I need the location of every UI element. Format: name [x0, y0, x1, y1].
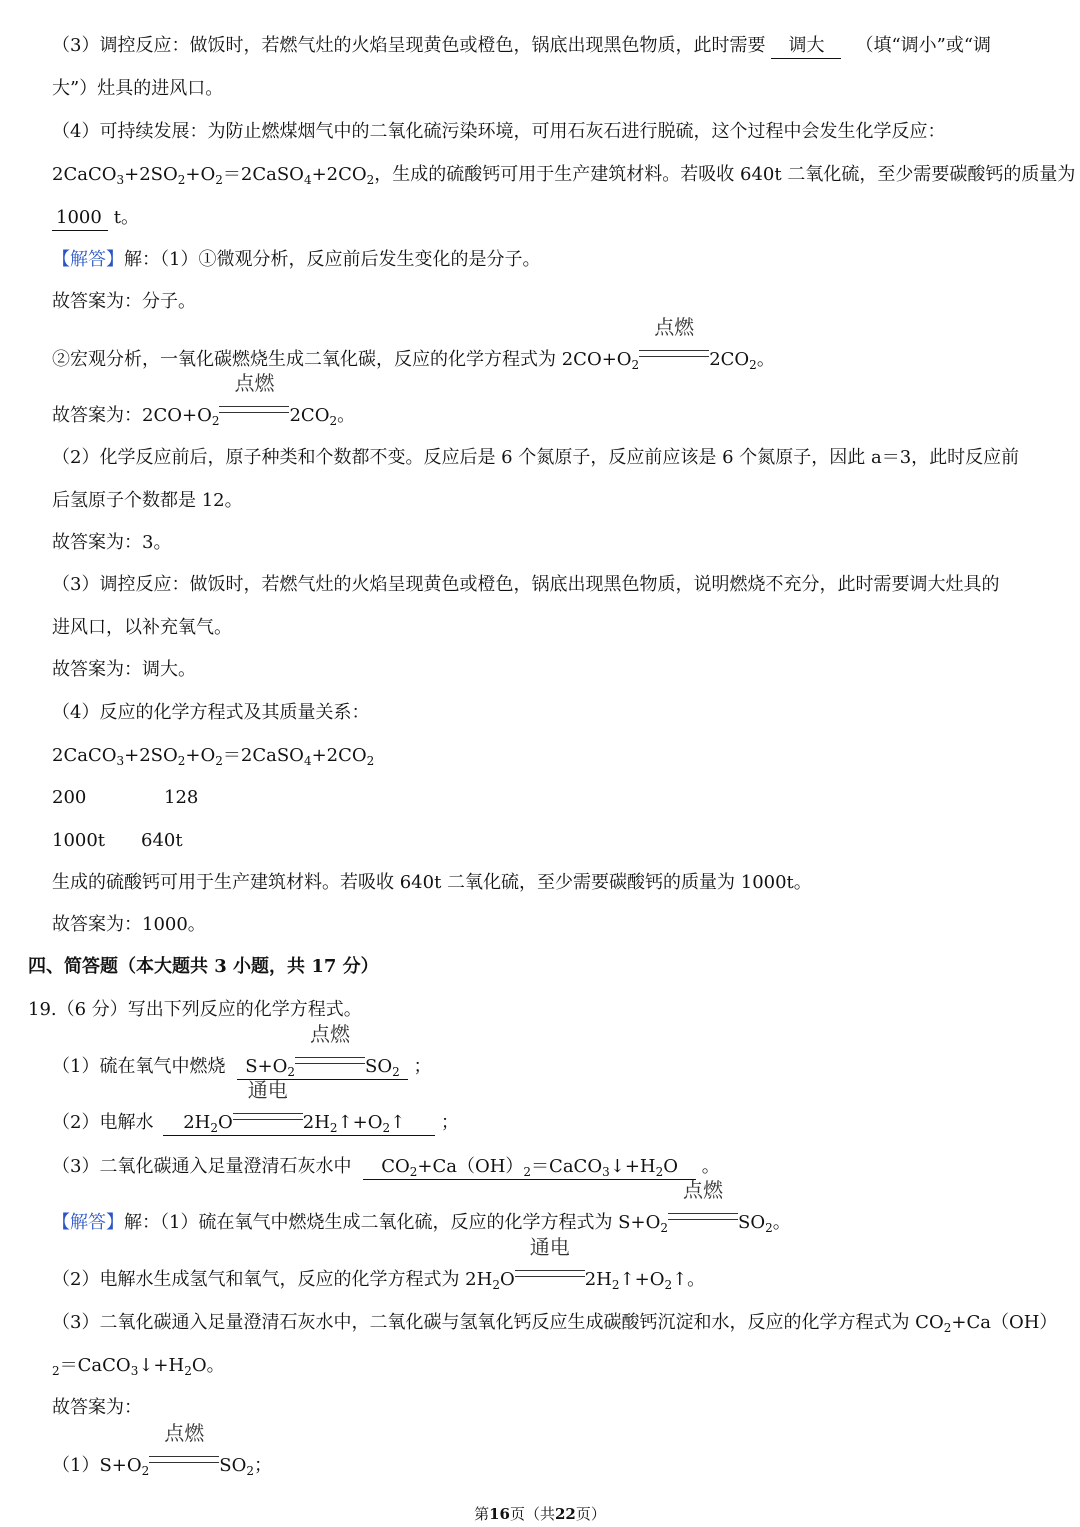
ignite-condition: 点燃: [219, 397, 289, 421]
q19-part-1: （1）硫在氧气中燃烧 $S+O_2$ 点燃 $SO_2$ ；: [52, 1022, 432, 1079]
answer-19-label: 故答案为：: [52, 1397, 142, 1418]
solution-2: ②宏观分析，一氧化碳燃烧生成二氧化碳，反应的化学方程式为 $2CO+O_2$ 点燃 $2CO_2$。: [52, 315, 775, 372]
solution-3-line-1: （2）化学反应前后，原子种类和个数都不变。反应后是 6 个氮原子，反应前应该是 6 个氮原子，因此 a＝3，此时反应前: [52, 447, 1020, 468]
ignite-condition: 点燃: [639, 341, 709, 365]
solution-5-line-2: 生成的硫酸钙可用于生产建筑材料。若吸收 640t 二氧化硫，至少需要碳酸钙的质量为 1000t。: [52, 872, 812, 893]
mass-actual-row: 1000t: [52, 830, 106, 851]
mass-ratio-row-b: 128: [164, 787, 199, 808]
answer-19-1: $(1)S+O_2$ 点燃 $SO_2$；: [52, 1421, 272, 1478]
answer-4: 故答案为：调大。: [52, 659, 196, 680]
solution-19-1: 【解答】解：（1）硫在氧气中燃烧生成二氧化硫，反应的化学方程式为 $S+O_2$ 点燃 $SO_2$。: [52, 1178, 791, 1235]
q4-line-3: 1000 t。: [52, 206, 139, 231]
solution-1: 【解答】解：（1）①微观分析，反应前后发生变化的是分子。: [52, 249, 541, 270]
solution-4-line-2: 进风口，以补充氧气。: [52, 617, 232, 638]
answer-5: 故答案为：1000。: [52, 914, 206, 935]
solution-5-equation: $2CaCO_3+2SO_2+O_2=2CaSO_4+2CO_2$: [52, 745, 375, 768]
page-footer: 第16页（共22页）: [474, 1505, 606, 1523]
answer-1: 故答案为：分子。: [52, 291, 196, 312]
answer-2: 故答案为：$2CO+O_2$ 点燃 $2CO_2$。: [52, 371, 356, 428]
current-page: 16: [489, 1505, 510, 1523]
mass-ratio-row: 200: [52, 787, 87, 808]
q4-line-1: （4）可持续发展：为防止燃煤烟气中的二氧化硫污染环境，可用石灰石进行脱硫，这个过程中会发生化学反应：: [52, 121, 946, 142]
answer-3: 故答案为：3。: [52, 532, 172, 553]
q19-3-answer: $CO_2+Ca(OH)_2=CaCO_3↓+H_2O$: [363, 1155, 696, 1180]
q19-1-answer: $S+O_2$ 点燃 $SO_2$: [237, 1048, 408, 1080]
mass-actual-row-b: 640t: [141, 830, 183, 851]
solution-19-2: （2）电解水生成氢气和氧气，反应的化学方程式为 $2H_2O$ 通电 $2H_2↑+O_2↑$。: [52, 1235, 706, 1292]
solution-19-3-line-1: （3）二氧化碳通入足量澄清石灰水中，二氧化碳与氢氧化钙反应生成碳酸钙沉淀和水，反应的化学方程式为 $CO_2+Ca(OH)$: [52, 1312, 1058, 1335]
total-pages: 22: [555, 1505, 576, 1523]
solution-5-line-1: （4）反应的化学方程式及其质量关系：: [52, 702, 370, 723]
q4-line-2: $2CaCO_3+2SO_2+O_2=2CaSO_4+2CO_2$，生成的硫酸钙可用于生产建筑材料。若吸收 640t 二氧化硫，至少需要碳酸钙的质量为: [52, 164, 1076, 187]
q3-line-1: （3）调控反应：做饭时，若燃气灶的火焰呈现黄色或橙色，锅底出现黑色物质，此时需要 调大 （填“调小”或“调: [52, 34, 991, 59]
solution-19-3-line-2: $_2=CaCO_3↓+H_2O$。: [52, 1355, 225, 1378]
solution-4-line-1: （3）调控反应：做饭时，若燃气灶的火焰呈现黄色或橙色，锅底出现黑色物质，说明燃烧不充分，此时需要调大灶具的: [52, 574, 1000, 595]
q19-part-3: （3）二氧化碳通入足量澄清石灰水中 $CO_2+Ca(OH)_2=CaCO_3↓+H_2O$ 。: [52, 1156, 720, 1179]
q4-answer-blank: 1000: [52, 206, 108, 231]
q19-2-answer: $2H_2O$ 通电 $2H_2↑+O_2↑$: [163, 1104, 435, 1136]
section-heading: 四、简答题（本大题共 3 小题，共 17 分）: [28, 956, 379, 977]
q3-line-2: 大”）灶具的进风口。: [52, 78, 224, 99]
q19-part-2: （2）电解水 $2H_2O$ 通电 $2H_2↑+O_2↑$ ；: [52, 1078, 459, 1135]
solution-tag: 【解答】: [52, 249, 124, 270]
q3-answer-blank: 调大: [771, 34, 841, 59]
q19-stem: 19.（6 分）写出下列反应的化学方程式。: [28, 999, 362, 1020]
solution-3-line-2: 后氢原子个数都是 12。: [52, 490, 243, 511]
